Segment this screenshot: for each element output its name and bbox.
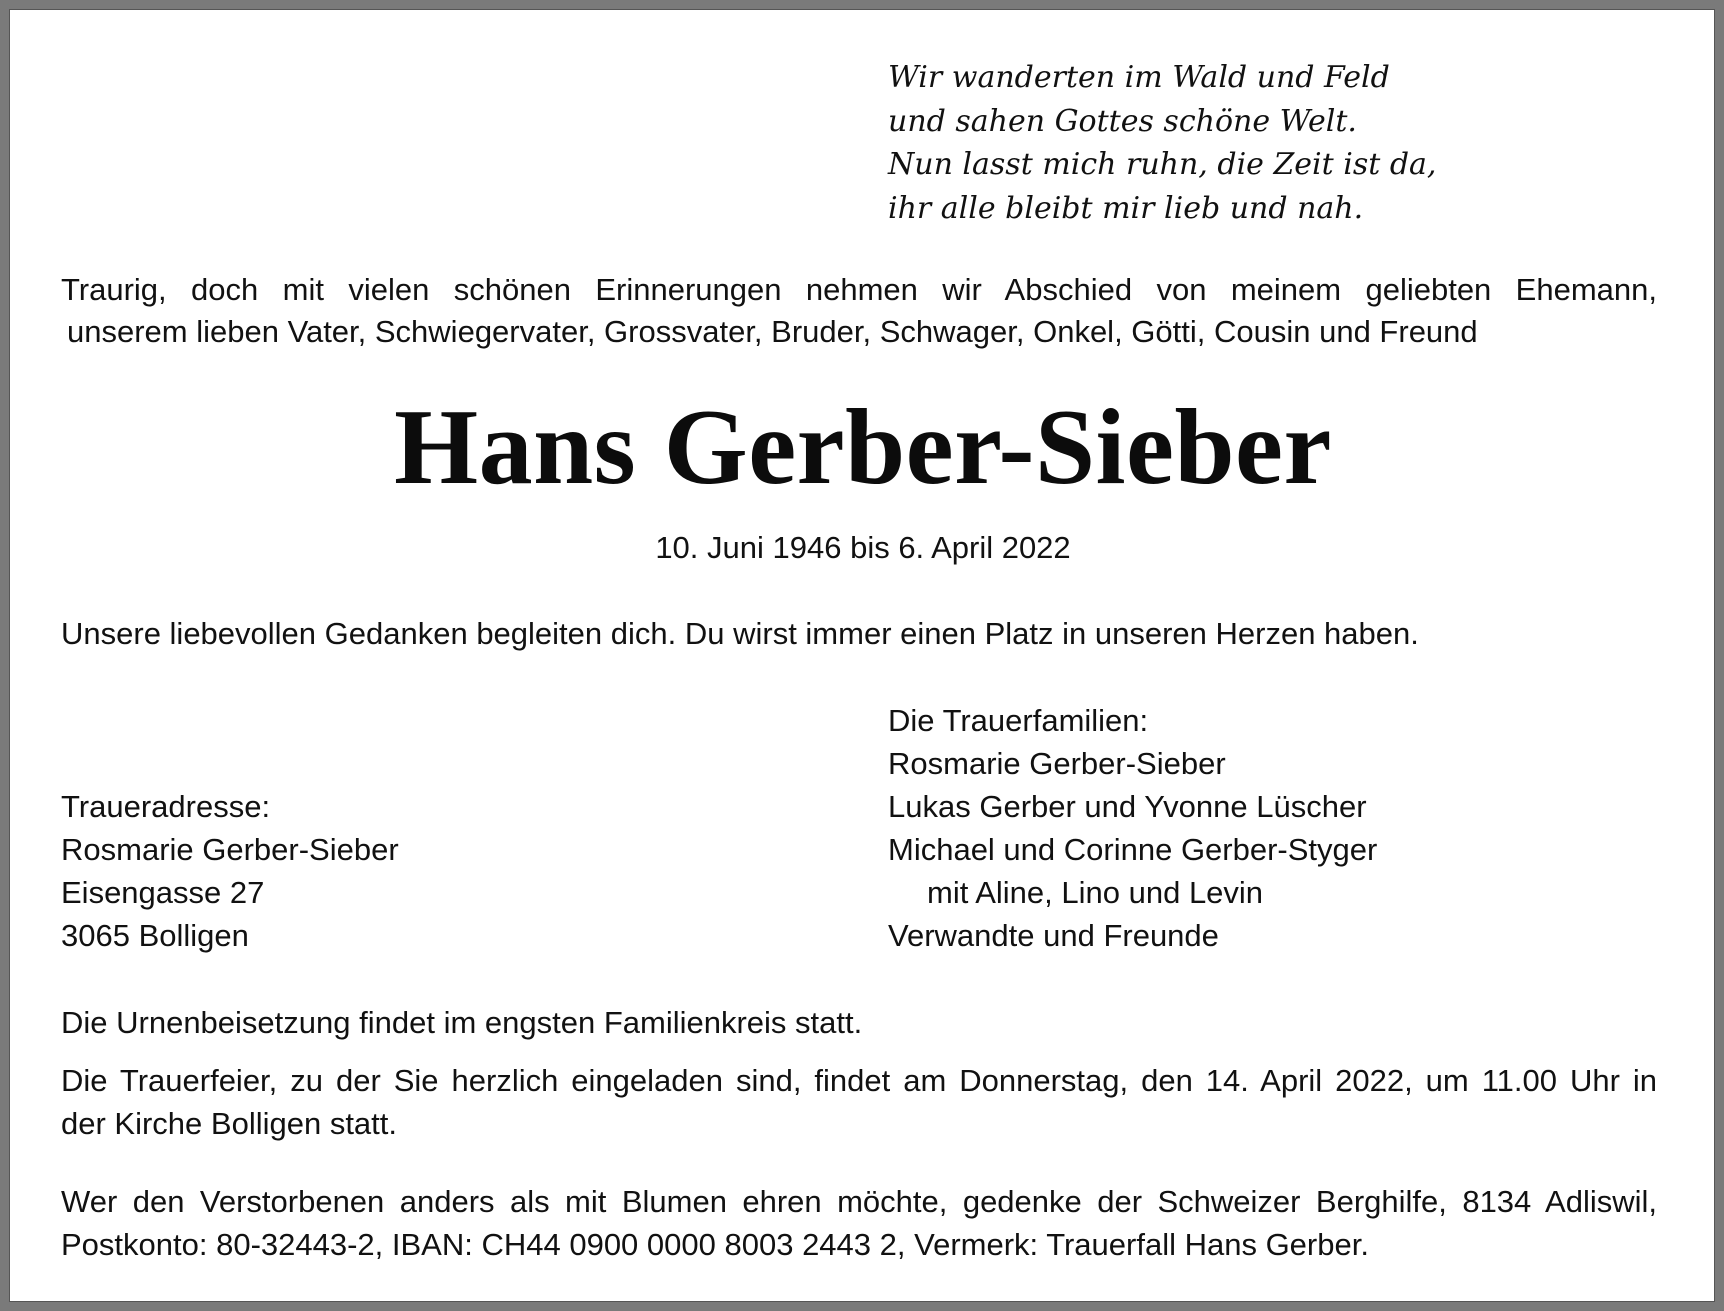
family-member: Rosmarie Gerber-Sieber xyxy=(888,746,1226,781)
intro-paragraph xyxy=(61,269,1657,353)
poem-line: und sahen Gottes schöne Welt. xyxy=(888,103,1357,139)
intro-line: unserem lieben Vater, Schwiegervater, Grossvater, Bruder, Schwager, Onkel, Götti, Cousin und Freund xyxy=(67,314,1478,349)
intro-line: Traurig, doch mit vielen schönen Erinnerungen nehmen wir Abschied von meinem geliebten Ehemann, xyxy=(61,272,1657,307)
address-name: Rosmarie Gerber-Sieber xyxy=(61,832,399,867)
family-member: Michael und Corinne Gerber-Styger xyxy=(888,832,1378,867)
donation-line: Wer den Verstorbenen anders als mit Blumen ehren möchte, gedenke der Schweizer Berghilfe, 8134 Adliswil, xyxy=(61,1184,1657,1219)
life-dates: 10. Juni 1946 bis 6. April 2022 xyxy=(655,530,1071,565)
ceremony-line: der Kirche Bolligen statt. xyxy=(61,1106,398,1141)
families-heading: Die Trauerfamilien: xyxy=(888,703,1149,738)
address-heading: Traueradresse: xyxy=(61,789,271,824)
poem-line: Nun lasst mich ruhn, die Zeit ist da, xyxy=(888,147,1437,182)
ceremony-line: Die Trauerfeier, zu der Sie herzlich eingeladen sind, findet am Donnerstag, den 14. April 2022, um 11.00 Uhr in xyxy=(61,1063,1657,1098)
urn-burial-note: Die Urnenbeisetzung findet im engsten Familienkreis statt. xyxy=(61,1005,863,1040)
donation-note xyxy=(61,1180,1657,1266)
poem-line: ihr alle bleibt mir lieb und nah. xyxy=(888,190,1364,226)
memorial-poem xyxy=(888,56,1436,230)
donation-line: Postkonto: 80-32443-2, IBAN: CH44 0900 0000 8003 2443 2, Vermerk: Trauerfall Hans Gerber. xyxy=(61,1227,1369,1262)
mourning-families xyxy=(888,699,1377,957)
mourning-address xyxy=(61,785,399,957)
address-city: 3065 Bolligen xyxy=(61,918,249,953)
family-member: mit Aline, Lino und Levin xyxy=(927,875,1264,910)
family-member: Lukas Gerber und Yvonne Lüscher xyxy=(888,789,1367,824)
poem-line: Wir wanderten im Wald und Feld xyxy=(888,60,1390,95)
family-member: Verwandte und Freunde xyxy=(888,918,1219,953)
address-street: Eisengasse 27 xyxy=(61,875,265,910)
thoughts-text: Unsere liebevollen Gedanken begleiten dich. Du wirst immer einen Platz in unseren Herzen haben. xyxy=(61,616,1419,651)
ceremony-note xyxy=(61,1059,1657,1145)
obituary-notice xyxy=(9,9,1715,1302)
deceased-name: Hans Gerber-Sieber xyxy=(394,388,1332,507)
